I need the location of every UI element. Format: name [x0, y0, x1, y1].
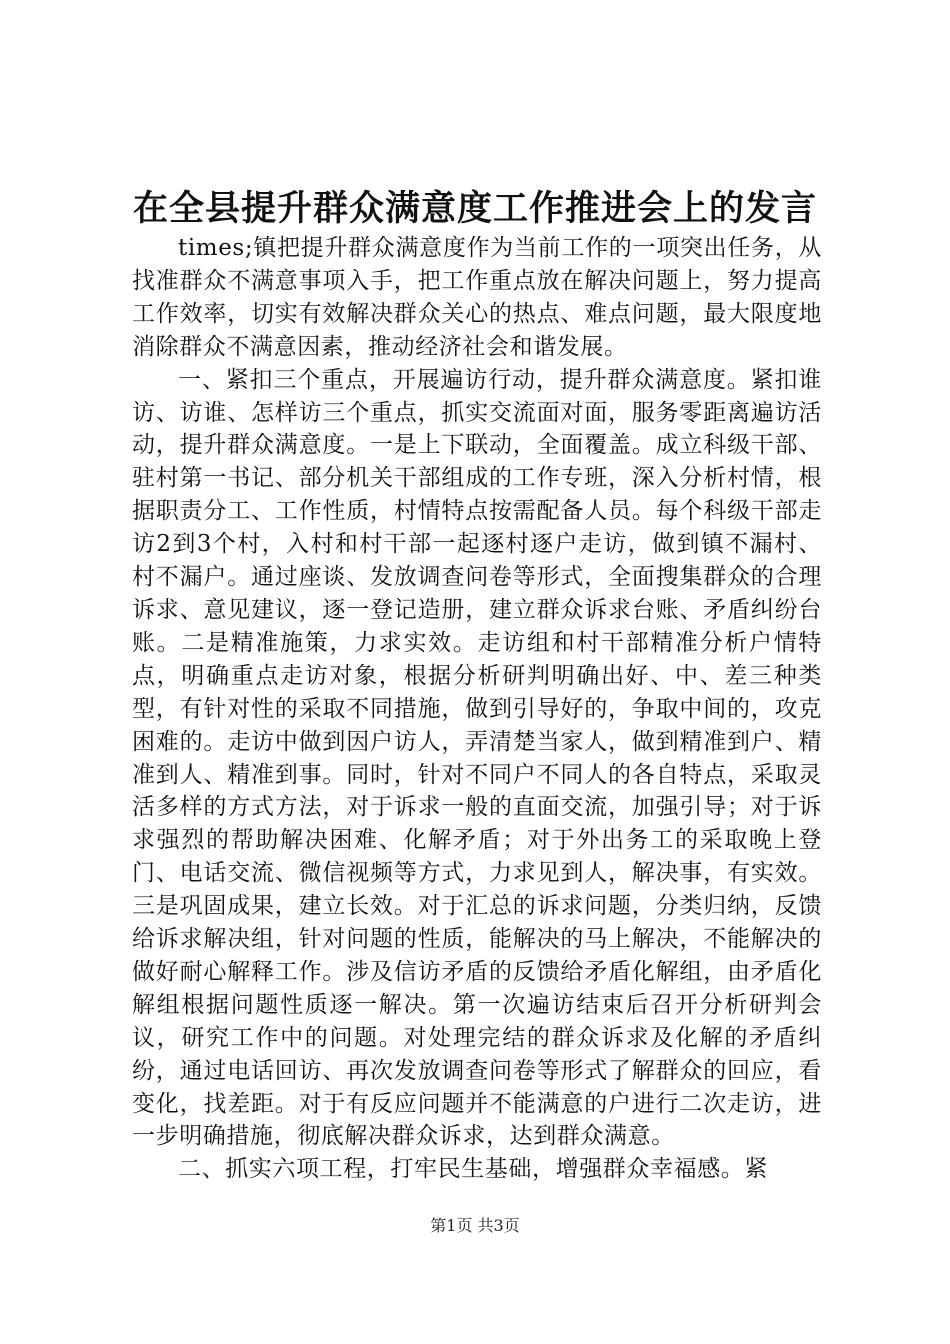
paragraph-section-two: 二、抓实六项工程，打牢民生基础，增强群众幸福感。紧 [178, 1156, 768, 1183]
document-title: 在全县提升群众满意度工作推进会上的发言 [132, 188, 817, 229]
page-number-footer: 第1页 共3页 [430, 1216, 520, 1235]
paragraph-section-one: 一、紧扣三个重点，开展遍访行动，提升群众满意度。紧扣谁访、访谁、怎样访三个重点，抓实交流面对面，服务零距离遍访活动，提升群众满意度。一是上下联动，全面覆盖。成立科级干部、驻村第一书记、部分机关干部组成的工作专班，深入分析村情，根据职责分工、工作性质，村情特点按需配备人员。每个科级干部走访2到3个村，入村和村干部一起逐村逐户走访，做到镇不漏村、村不漏户。通过座谈、发放调查问卷等形式，全面搜集群众的合理诉求、意见建议，逐一登记造册，建立群众诉求台账、矛盾纠纷台账。二是精准施策，力求实效。走访组和村干部精准分析户情特点，明确重点走访对象，根据分析研判明确出好、中、差三种类型，有针对性的采取不同措施，做到引导好的，争取中间的，攻克困难的。走访中做到因户访人，弄清楚当家人，做到精准到户、精准到人、精准到事。同时，针对不同户不同人的各自特点，采取灵活多样的方式方法，对于诉求一般的直面交流，加强引导；对于诉求强烈的帮助解决困难、化解矛盾；对于外出务工的采取晚上登门、电话交流、微信视频等方式，力求见到人，解决事，有实效。三是巩固成果，建立长效。对于汇总的诉求问题，分类归纳，反馈给诉求解决组，针对问题的性质，能解决的马上解决，不能解决的做好耐心解释工作。涉及信访矛盾的反馈给矛盾化解组，由矛盾化解组根据问题性质逐一解决。第一次遍访结束后召开分析研判会议，研究工作中的问题。对处理完结的群众诉求及化解的矛盾纠纷，通过电话回访、再次发放调查问卷等形式了解群众的回应，看变化，找差距。对于有反应问题并不能满意的户进行二次走访，进一步明确措施，彻底解决群众诉求，达到群众满意。 [132, 366, 822, 1150]
document-body [132, 232, 822, 1186]
paragraph-intro: times;镇把提升群众满意度作为当前工作的一项突出任务，从找准群众不满意事项入手，把工作重点放在解决问题上，努力提高工作效率，切实有效解决群众关心的热点、难点问题，最大限度地消除群众不满意因素，推动经济社会和谐发展。 [132, 235, 822, 360]
